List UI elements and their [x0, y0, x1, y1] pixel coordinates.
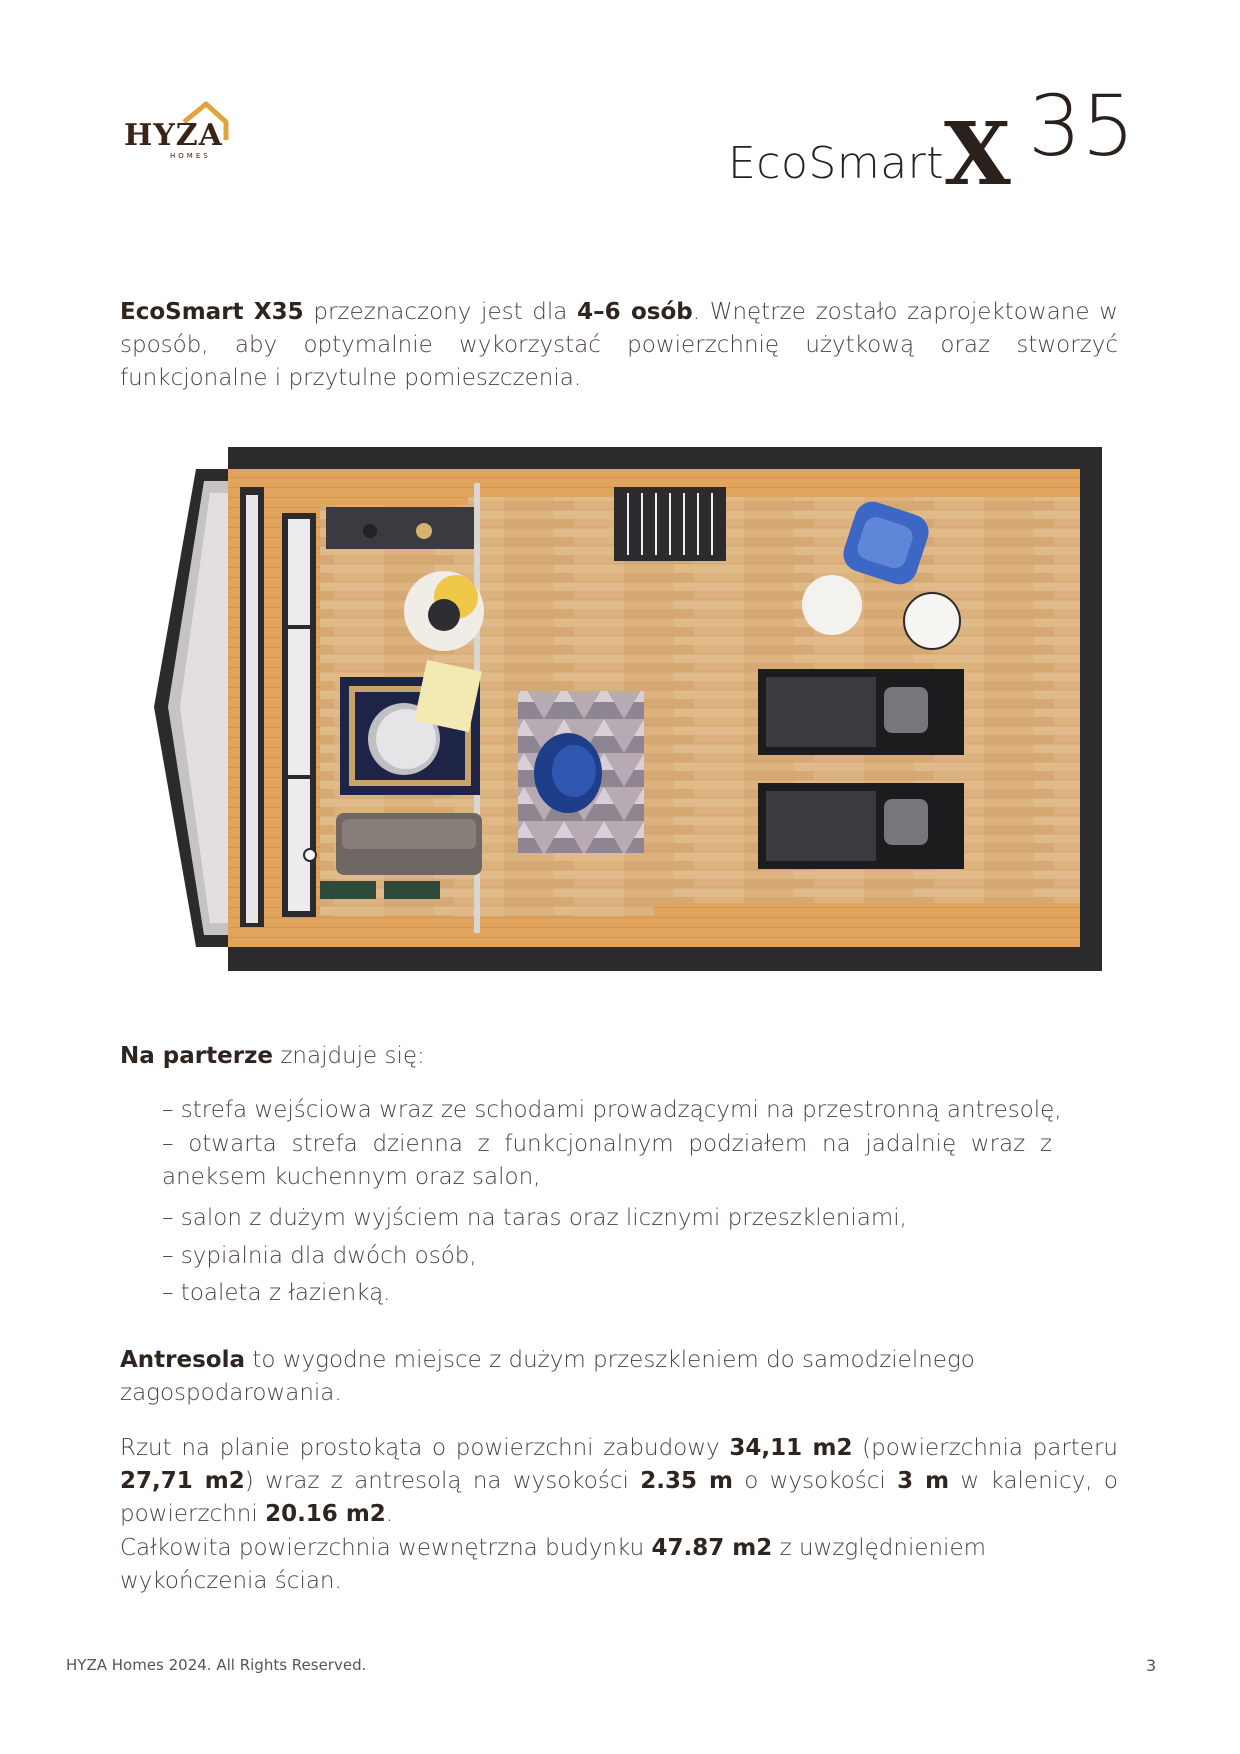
area-text: .: [385, 1501, 394, 1527]
product-title-number: 35: [1028, 77, 1135, 175]
built-area-value: 34,11 m2: [729, 1435, 853, 1461]
mezzanine-height-value: 2.35 m: [640, 1468, 733, 1494]
floor-plan-image: [144, 447, 1102, 971]
intro-paragraph: [120, 296, 1118, 395]
mezzanine-lead: Antresola: [120, 1347, 246, 1373]
area-text: ) wraz z antresolą na wysokości: [244, 1468, 641, 1494]
ground-floor-item: – sypialnia dla dwóch osób,: [162, 1243, 477, 1269]
ground-floor-item: – salon z dużym wyjściem na taras oraz licznymi przeszkleniami,: [162, 1205, 907, 1231]
area-text: Rzut na planie prostokąta o powierzchni zabudowy: [120, 1435, 730, 1461]
ground-floor-lead-rest: znajduje się:: [273, 1043, 425, 1069]
area-paragraph: [120, 1432, 1118, 1531]
ground-floor-item: – otwarta strefa dzienna z funkcjonalnym podziałem na jadalnię wraz z aneksem kuchennym oraz salon,: [162, 1131, 1052, 1190]
total-area-paragraph: [120, 1532, 1080, 1598]
total-area-value: 47.87 m2: [651, 1535, 773, 1561]
ground-floor-lead: Na parterze: [120, 1043, 274, 1069]
ground-area-value: 27,71 m2: [120, 1468, 245, 1494]
ridge-height-value: 3 m: [897, 1468, 950, 1494]
total-text: z uwzględnieniem wykończenia ścian.: [120, 1535, 987, 1594]
logo-wordmark: HYZA: [124, 118, 223, 153]
intro-people: 4–6 osób: [577, 299, 693, 325]
area-text: o wysokości: [732, 1468, 898, 1494]
ground-floor-item: – toaleta z łazienką.: [162, 1280, 391, 1306]
page-number: 3: [1146, 1656, 1157, 1675]
area-text: w kalenicy, o powierzchni: [120, 1468, 1119, 1527]
intro-text-b: . Wnętrze zostało zaprojektowane w sposób, aby optymalnie wykorzystać powierzchnię użytkową oraz stworzyć funkcjonalne i przytulne pomieszczenia.: [120, 299, 1118, 391]
total-text: Całkowita powierzchnia wewnętrzna budynku: [120, 1535, 652, 1561]
logo-subtitle: HOMES: [170, 152, 211, 160]
mezzanine-area-value: 20.16 m2: [265, 1501, 386, 1527]
area-text: (powierzchnia parteru: [852, 1435, 1118, 1461]
product-title-prefix: EcoSmart: [728, 138, 945, 189]
ground-floor-item: – strefa wejściowa wraz ze schodami prowadzącymi na przestronną antresolę,: [162, 1097, 1062, 1123]
footer-copyright: HYZA Homes 2024. All Rights Reserved.: [66, 1656, 367, 1674]
intro-text-a: przeznaczony jest dla: [303, 299, 578, 325]
mezzanine-paragraph: [120, 1344, 980, 1410]
ground-floor-heading: [120, 1040, 1118, 1073]
mezzanine-text: to wygodne miejsce z dużym przeszkleniem do samodzielnego zagospodarowania.: [120, 1347, 975, 1406]
product-title-letter: X: [944, 104, 1011, 205]
intro-product: EcoSmart X35: [120, 299, 304, 325]
